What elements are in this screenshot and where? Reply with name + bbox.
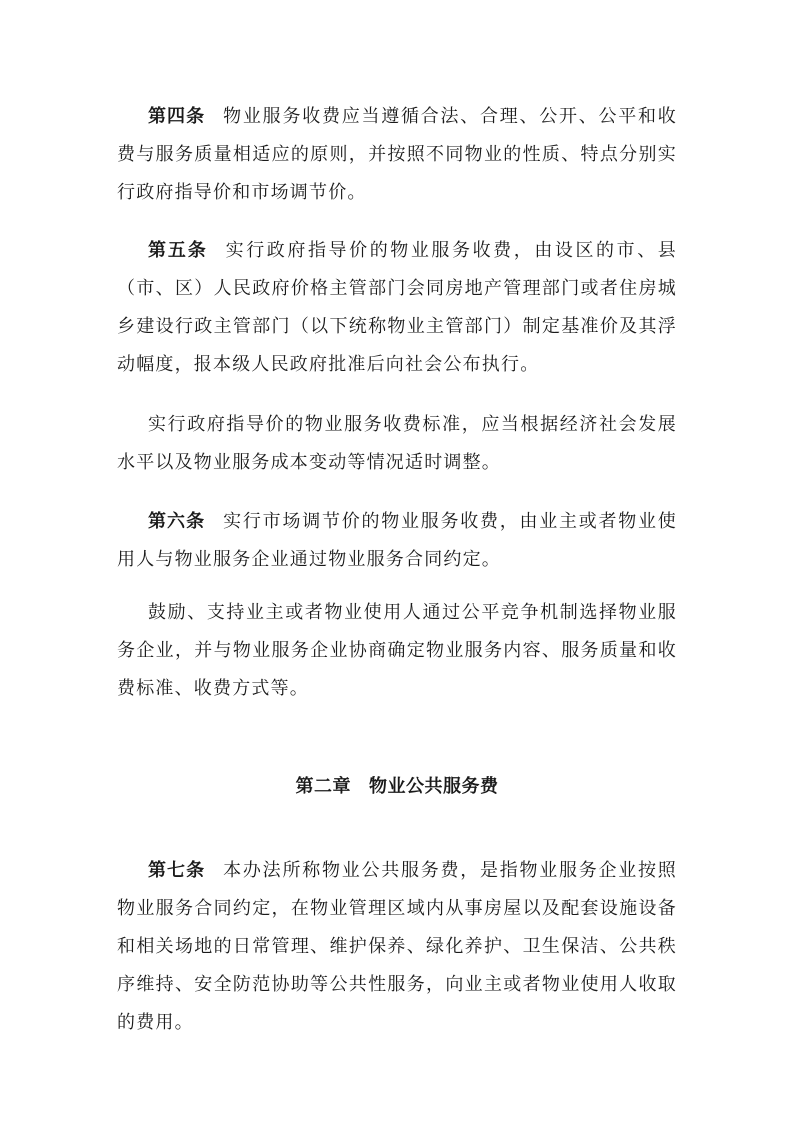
- article-6: [117, 503, 677, 579]
- article-5-label: 第五条: [148, 240, 208, 261]
- article-6-paragraph-2: [117, 594, 677, 708]
- article-4-text: 物业服务收费应当遵循合法、合理、公开、公平和收费与服务质量相适应的原则，并按照不同物业的性质、特点分别实行政府指导价和市场调节价。: [117, 106, 677, 203]
- article-5-p2-text: 实行政府指导价的物业服务收费标准，应当根据经济社会发展水平以及物业服务成本变动等情况适时调整。: [117, 414, 677, 473]
- article-4-label: 第四条: [148, 106, 206, 127]
- article-4: [117, 98, 677, 212]
- article-6-p2-text: 鼓励、支持业主或者物业使用人通过公平竞争机制选择物业服务企业，并与物业服务企业协商确定物业服务内容、服务质量和收费标准、收费方式等。: [117, 602, 677, 699]
- chapter-number: 第二章: [295, 776, 351, 797]
- article-6-label: 第六条: [148, 511, 206, 532]
- chapter-title: 物业公共服务费: [369, 776, 499, 797]
- chapter-heading: [117, 768, 677, 806]
- article-7-label: 第七条: [148, 860, 206, 881]
- article-6-text: 实行市场调节价的物业服务收费，由业主或者物业使用人与物业服务企业通过物业服务合同约定。: [117, 511, 677, 570]
- article-7: [117, 852, 677, 1042]
- article-5: [117, 232, 677, 384]
- article-5-text: 实行政府指导价的物业服务收费，由设区的市、县（市、区）人民政府价格主管部门会同房地产管理部门或者住房城乡建设行政主管部门（以下统称物业主管部门）制定基准价及其浮动幅度，报本级人民政府批准后向社会公布执行。: [117, 240, 677, 375]
- article-5-paragraph-2: [117, 406, 677, 482]
- article-7-text: 本办法所称物业公共服务费，是指物业服务企业按照物业服务合同约定，在物业管理区域内从事房屋以及配套设施设备和相关场地的日常管理、维护保养、绿化养护、卫生保洁、公共秩序维持、安全防范协助等公共性服务，向业主或者物业使用人收取的费用。: [117, 860, 677, 1033]
